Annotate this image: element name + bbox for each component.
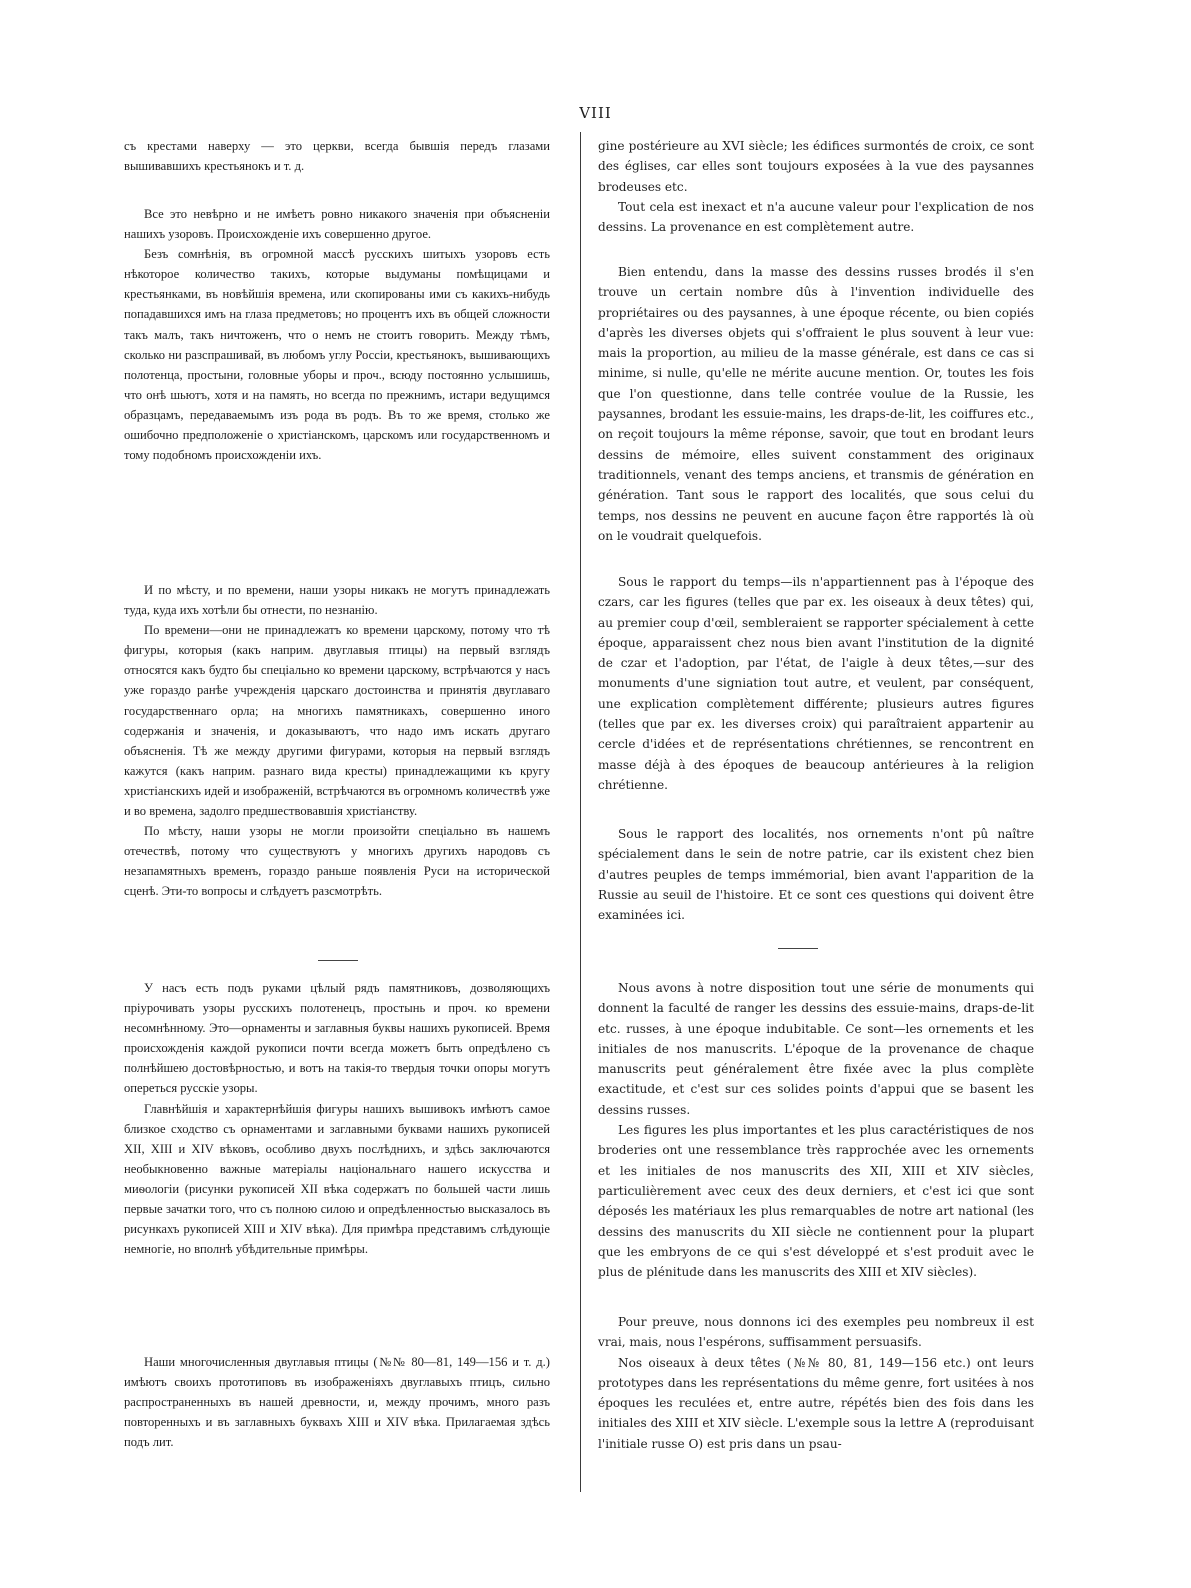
page-number: VIII	[579, 104, 612, 122]
fr-block-1	[598, 136, 1034, 237]
paragraph: Безъ сомнѣнія, въ огромной массѣ русскихъ шитыхъ узоровъ есть нѣкоторое количество такихъ, которые выдуманы помѣщицами и крестьянками, въ новѣйшія времена, или скопированы ими съ какихъ-нибудь попадавшихся имъ на глаза предметовъ; но процентъ ихъ въ общей сложности такъ малъ, такъ ничтоженъ, что о немъ не стоитъ говорить. Между тѣмъ, сколько ни разспрашивай, въ любомъ углу Россіи, крестьянокъ, вышивающихъ полотенца, простыни, головные уборы и проч., всюду постоянно услышишь, что онѣ шьютъ, хотя и на память, но всегда по прежнимъ, истари ведущимся образцамъ, передаваемымъ изъ рода въ родъ. Въ то же время, столько же ошибочно предположеніе о христіанскомъ, царскомъ или государственномъ и тому подобномъ происхожденіи ихъ.	[124, 247, 550, 463]
paragraph: Les figures les plus importantes et les plus caractéristiques de nos broderies ont une ressemblance très rapprochée avec les ornements et les initiales de nos manuscrits des XII, XIII et XIV siècles, particulièrement avec ceux des deux derniers, et c'est ici que sont déposés les matériaux les plus remarquables de notre art national (les dessins des manuscrits du XII siècle ne contiennent pour la plupart que les embryons de ce qui s'est développé et s'est produit avec le plus de plénitude dans les manuscrits des XIII et XIV siècles).	[598, 1123, 1034, 1280]
paragraph: И по мѣсту, и по времени, наши узоры никакъ не могутъ принадлежать туда, куда ихъ хотѣли бы отнести, по незнанію.	[124, 583, 550, 618]
ru-block-5	[124, 1352, 550, 1452]
paragraph: Bien entendu, dans la masse des dessins russes brodés il s'en trouve un certain nombre dûs à l'invention individuelle des propriétaires ou des paysannes, à une époque récente, ou bien copiés d'après les diverses objets qui s'offraient le plus souvent à leur vue: mais la proportion, au milieu de la masse générale, est dans ce cas si minime, si nulle, qu'elle ne mérite aucune mention. Or, toutes les fois que l'on questionne, dans telle contrée voulue de la Russie, les paysannes, brodant les essuie-mains, les draps-de-lit, les coiffures etc., on reçoit toujours la même réponse, savoir, que tout en brodant leurs dessins de mémoire, elles suivent constamment des originaux traditionnels, venant des temps anciens, et transmis de génération en génération. Tant sous le rapport des localités, que sous celui du temps, nos dessins ne peuvent en aucune façon être rapportés là où on le voudrait quelquefois.	[598, 265, 1034, 543]
paragraph: gine postérieure au XVI siècle; les édifices surmontés de croix, ce sont des églises, car elles sont toujours exposées à la vue des paysannes brodeuses etc.	[598, 139, 1034, 194]
paragraph: Главнѣйшія и характернѣйшія фигуры нашихъ вышивокъ имѣютъ самое близкое сходство съ орнаментами и заглавными буквами нашихъ рукописей XII, XIII и XIV вѣковъ, особливо двухъ послѣднихъ, и здѣсь заключаются необыкновенно важные матеріалы національнаго нашего искусства и миѳологіи (рисунки рукописей XII вѣка содержатъ по большей части лишь первые зачатки того, что съ полною силою и опредѣленностью высказалось въ рисункахъ рукописей XIII и XIV вѣка). Для примѣра представимъ слѣдующіе немногіе, но вполнѣ убѣдительные примѣры.	[124, 1101, 550, 1257]
section-divider	[778, 948, 818, 949]
paragraph: По мѣсту, наши узоры не могли произойти спеціально въ нашемъ отечествѣ, потому что существуютъ у многихъ другихъ народовъ съ незапамятныхъ временъ, гораздо раньше появленія Руси на исторической сценѣ. Эти-то вопросы и слѣдуетъ разсмотрѣть.	[124, 824, 550, 899]
paragraph: Pour preuve, nous donnons ici des exemples peu nombreux il est vrai, mais, nous l'espérons, suffisamment persuasifs.	[598, 1315, 1034, 1350]
paragraph: съ крестами наверху — это церкви, всегда бывшія передъ глазами вышивавшихъ крестьянокъ и т. д.	[124, 139, 550, 174]
paragraph: Nos oiseaux à deux têtes (№№ 80, 81, 149—156 etc.) ont leurs prototypes dans les représentations du même genre, fort usitées à nos époques les reculées et, entre autre, répétés bien des fois dans les initiales des XIII et XIV siècle. L'exemple sous la lettre A (reproduisant l'initiale russe О) est pris dans un psau-	[598, 1355, 1034, 1451]
fr-block-4	[598, 824, 1034, 925]
fr-block-6	[598, 1312, 1034, 1454]
ru-block-1	[124, 136, 550, 176]
fr-block-5	[598, 978, 1034, 1282]
paragraph: Tout cela est inexact et n'a aucune valeur pour l'explication de nos dessins. La provenance en est complètement autre.	[598, 199, 1034, 235]
fr-block-3	[598, 572, 1034, 795]
paragraph: Наши многочисленныя двуглавыя птицы (№№ 80—81, 149—156 и т. д.) имѣютъ своихъ прототиповъ въ изображеніяхъ двуглавыхъ птицъ, сильно распространенныхъ въ нашей древности, и, между прочимъ, много разъ повторенныхъ и въ заглавныхъ буквахъ XIII и XIV вѣка. Прилагаемая здѣсь подъ лит.	[124, 1355, 550, 1450]
paragraph: Sous le rapport du temps—ils n'appartiennent pas à l'époque des czars, car les figures (telles que par ex. les oiseaux à deux têtes) qui, au premier coup d'œil, sembleraient se rapporter spécialement à cette époque, apparaissent chez nous bien avant l'institution de la dignité de czar et l'adoption, par l'état, de l'aigle à deux têtes,—sur des monuments d'une signiation tout autre, et veulent, par conséquent, une explication complètement différente; plusieurs autres figures (telles que par ex. les diverses croix) qui paraîtraient appartenir au cercle d'idées et de représentations chrétiennes, se rencontrent en masse déjà à des époques de beaucoup antérieures à la religion chrétienne.	[598, 575, 1034, 792]
ru-block-2	[124, 204, 550, 465]
column-divider	[580, 132, 581, 1492]
ru-block-3	[124, 580, 550, 902]
paragraph: По времени—они не принадлежатъ ко времени царскому, потому что тѣ фигуры, которыя (какъ наприм. двуглавыя птицы) на первый взглядъ относятся какъ будто бы спеціально ко времени царскому, встрѣчаются у насъ уже гораздо ранѣе учрежденія царскаго достоинства и принятія двуглаваго государственнаго орла; на многихъ памятникахъ, совершенно иного содержанія и значенія, и доказываютъ, что надо имъ искать другаго объясненія. Тѣ же между другими фигурами, которыя на первый взглядъ кажутся (какъ наприм. разнаго вида кресты) принадлежащими къ кругу христіанскихъ идей и изображеній, встрѣчаются въ огромномъ количествѣ уже и во времена, задолго предшествовавшія христіанству.	[124, 623, 550, 819]
ru-block-4	[124, 978, 550, 1259]
fr-block-2	[598, 262, 1034, 546]
section-divider	[318, 960, 358, 961]
paragraph: У насъ есть подъ руками цѣлый рядъ памятниковъ, дозволяющихъ пріурочивать узоры русскихъ полотенецъ, простынь и проч. ко времени несомнѣнному. Это—орнаменты и заглавныя буквы нашихъ рукописей. Время происхожденія каждой рукописи почти всегда можетъ быть опредѣлено съ полнѣйшею достовѣрностью, и вотъ на такія-то твердыя точки опоры могутъ опереться русскіе узоры.	[124, 981, 550, 1096]
paragraph: Все это невѣрно и не имѣетъ ровно никакого значенія при объясненіи нашихъ узоровъ. Происхожденіе ихъ совершенно другое.	[124, 207, 550, 242]
paragraph: Nous avons à notre disposition tout une série de monuments qui donnent la faculté de ranger les dessins des essuie-mains, draps-de-lit etc. russes, à une époque indubitable. Ce sont—les ornements et les initiales de nos manuscrits. L'époque de la provenance de chaque manuscrits peut généralement être fixée avec la plus complète exactitude, et c'est sur ces solides points d'appui que se basent les dessins russes.	[598, 981, 1034, 1117]
paragraph: Sous le rapport des localités, nos ornements n'ont pû naître spécialement dans le sein de notre patrie, car ils existent chez bien d'autres peuples de temps immémorial, bien avant l'apparition de la Russie au seuil de l'histoire. Et ce sont ces questions qui doivent être examinées ici.	[598, 827, 1034, 923]
